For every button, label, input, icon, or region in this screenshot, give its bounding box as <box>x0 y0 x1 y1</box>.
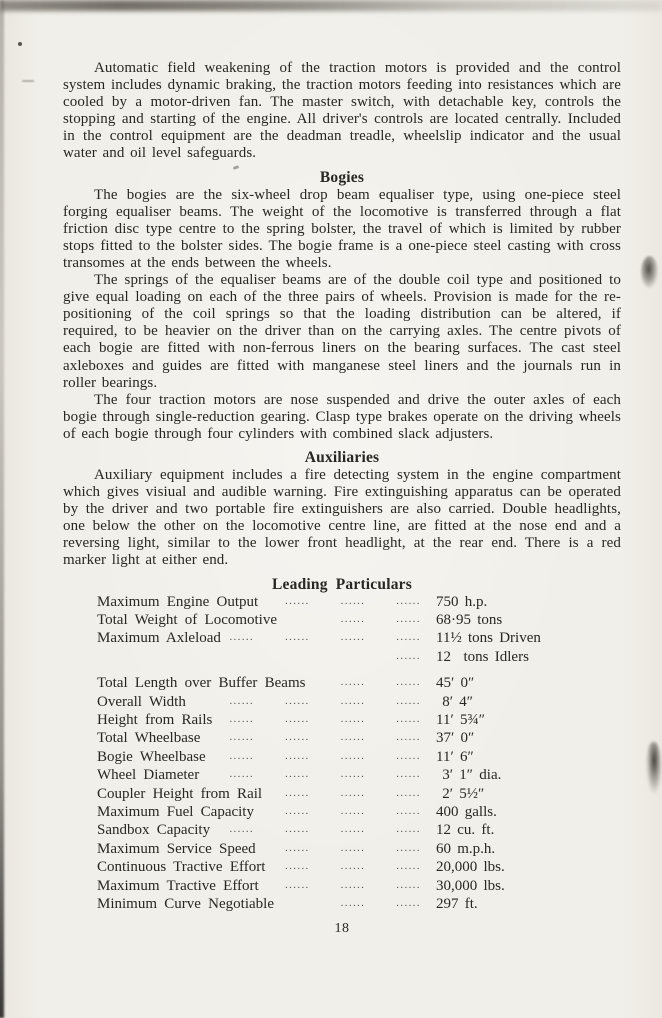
spec-label: Total Length over Buffer Beams <box>97 675 306 692</box>
table-row <box>97 712 621 730</box>
dot-leaders <box>199 769 436 785</box>
table-row <box>97 822 621 840</box>
dot-leader-group: ...... <box>285 842 310 854</box>
dot-leader-group: ...... <box>340 750 366 762</box>
dot-leader-group: ...... <box>396 732 421 744</box>
dot-leaders <box>258 596 436 612</box>
table-row <box>97 749 621 767</box>
spec-value: 11′ 5¾″ <box>436 711 485 728</box>
dot-leader-group: ...... <box>229 750 255 762</box>
dot-leader-group: ...... <box>340 861 366 873</box>
spec-value: 12 cu. ft. <box>436 822 495 839</box>
paragraph: The bogies are the six-wheel drop beam equaliser type, using one-piece steel forging equaliser beams. The weight of the locomotive is transferred through a flat friction disc type centre to the spring bolster, the travel of which is limited by rubber stops fitted to the bolster sides. The bogie frame is a one-piece steel casting with cross transomes at the ends between the wheels. <box>63 186 621 271</box>
dot-leaders <box>186 696 436 712</box>
dot-leader-group: ...... <box>285 695 310 707</box>
spec-label: Sandbox Capacity <box>97 822 211 839</box>
dot-leader-group: ...... <box>396 787 421 799</box>
table-row <box>97 878 621 896</box>
dot-leader-group: ...... <box>229 732 255 744</box>
dot-leader-group: ...... <box>229 695 255 707</box>
dot-leader-group: ...... <box>229 769 255 781</box>
dot-leaders <box>274 898 436 914</box>
spec-value: 37′ 0″ <box>436 730 475 747</box>
scan-shadow-left-edge <box>0 0 4 1018</box>
dot-leader-group: ...... <box>340 595 366 607</box>
dot-leader-group: ...... <box>396 713 421 725</box>
dot-leaders <box>254 806 436 822</box>
spec-label: Bogie Wheelbase <box>97 748 206 765</box>
leading-particulars-table <box>97 594 621 915</box>
spec-value: 297 ft. <box>436 896 478 913</box>
dot-leader-group: ...... <box>285 595 310 607</box>
paper-speck <box>22 80 34 82</box>
spec-value: 12 tons Idlers <box>436 648 529 665</box>
dot-leader-group: ...... <box>396 650 421 662</box>
section-heading-leading-particulars: Leading Particulars <box>272 575 412 593</box>
spec-label: Continuous Tractive Effort <box>97 859 266 876</box>
dot-leader-group: ...... <box>229 824 255 836</box>
dot-leader-group: ...... <box>340 879 366 891</box>
spec-value: 20,000 lbs. <box>436 859 505 876</box>
dot-leaders <box>277 614 436 630</box>
section-heading-auxiliaries: Auxiliaries <box>304 448 380 466</box>
dot-leader-group: ...... <box>340 613 366 625</box>
spec-value: 30,000 lbs. <box>436 877 505 894</box>
dot-leader-group: ...... <box>396 595 421 607</box>
table-row <box>97 675 621 693</box>
dot-leaders <box>221 632 436 648</box>
spec-value: 2′ 5½″ <box>436 785 485 802</box>
dot-leader-group: ...... <box>285 632 310 644</box>
dot-leader-group: ...... <box>340 898 366 910</box>
dot-leader-group: ...... <box>340 677 366 689</box>
dot-leader-group: ...... <box>396 842 421 854</box>
spec-label: Total Wheelbase <box>97 730 201 747</box>
dot-leader-group: ...... <box>285 824 310 836</box>
spec-label: Overall Width <box>97 693 186 710</box>
dot-leader-group: ...... <box>396 613 421 625</box>
section-heading-bogies: Bogies <box>319 168 365 186</box>
dot-leader-group: ...... <box>396 861 421 873</box>
dot-leader-group: ...... <box>396 806 421 817</box>
spec-value: 3′ 1″ dia. <box>436 767 502 784</box>
dot-leader-group: ...... <box>340 842 366 854</box>
spec-label: Maximum Fuel Capacity <box>97 804 254 820</box>
paper-speck <box>18 42 22 46</box>
ink-smudge <box>641 256 658 288</box>
scan-shadow-top <box>0 0 662 11</box>
spec-label: Coupler Height from Rail <box>97 785 263 802</box>
table-row <box>97 786 621 804</box>
dot-leader-group: ...... <box>396 879 421 891</box>
table-row <box>97 630 621 648</box>
dot-leader-group: ...... <box>340 787 366 799</box>
dot-leader-group: ...... <box>396 750 421 762</box>
dot-leader-group: ...... <box>396 898 421 910</box>
table-row <box>97 649 621 667</box>
dot-leader-group: ...... <box>340 632 366 644</box>
dot-leader-group: ...... <box>340 713 366 725</box>
dot-leaders <box>206 751 436 767</box>
spec-label: Wheel Diameter <box>97 767 200 784</box>
table-row <box>97 841 621 859</box>
dot-leaders <box>97 651 436 667</box>
spec-label: Maximum Axleload <box>97 630 221 647</box>
dot-leader-group: ...... <box>285 787 310 799</box>
dot-leader-group: ...... <box>285 879 310 891</box>
table-row <box>97 896 621 914</box>
text-column <box>63 60 621 937</box>
dot-leader-group: ...... <box>340 732 366 744</box>
spec-label: Minimum Curve Negotiable <box>97 896 274 913</box>
paragraph: The springs of the equaliser beams are of the double coil type and positioned to give equal loading on each of the three pairs of wheels. Provision is made for the re-positioning of the coil springs so that the loading distribution can be altered, if required, to be heavier on the driver than on the carrying axles. The centre pivots of each bogie are fitted with non-ferrous liners on the bearing surfaces. The cast steel axleboxes and guides are fitted with manganese steel liners and the journals run in roller bearings. <box>63 272 621 391</box>
dot-leader-group: ...... <box>229 713 255 725</box>
dot-leader-group: ...... <box>285 861 310 873</box>
spec-label: Maximum Engine Output <box>97 593 259 610</box>
dot-leader-group: ...... <box>285 732 310 744</box>
spec-value: 750 h.p. <box>436 593 488 610</box>
dot-leaders <box>265 861 436 877</box>
dot-leader-group: ...... <box>340 695 366 707</box>
spec-value: 68·95 tons <box>436 611 503 628</box>
ink-smudge <box>646 742 661 794</box>
dot-leader-group: ...... <box>229 632 255 644</box>
dot-leader-group: ...... <box>340 824 366 836</box>
dot-leader-group: ...... <box>285 769 310 781</box>
dot-leaders <box>256 843 436 859</box>
dot-leader-group: ...... <box>396 824 421 836</box>
dot-leader-group: ...... <box>340 806 366 817</box>
spec-label: Height from Rails <box>97 711 213 728</box>
spec-label: Maximum Tractive Effort <box>97 877 259 894</box>
spec-label: Total Weight of Locomotive <box>97 611 278 628</box>
spec-value: 60 m.p.h. <box>436 840 496 857</box>
paragraph: The four traction motors are nose suspended and drive the outer axles of each bogie through single-reduction gearing. Clasp type brakes operate on the driving wheels of each bogie through four cylinders with combined slack adjusters. <box>63 391 621 442</box>
spec-value: 11½ tons Driven <box>436 630 541 647</box>
dot-leader-group: ...... <box>396 695 421 707</box>
table-row <box>97 694 621 712</box>
dot-leaders <box>210 824 436 840</box>
dot-leader-group: ...... <box>396 677 421 689</box>
spec-label: Maximum Service Speed <box>97 840 256 857</box>
dot-leaders <box>259 880 436 896</box>
spec-value: 11′ 6″ <box>436 748 474 765</box>
dot-leader-group: ...... <box>285 750 310 762</box>
page-number: 18 <box>334 921 350 937</box>
table-row <box>97 730 621 748</box>
spec-value: 400 galls. <box>436 804 497 820</box>
paragraph: Auxiliary equipment includes a fire detecting system in the engine compartment which gives visiual and audible warning. Fire extinguishing apparatus can be operated by the driver and two portable fire extinguishers are also carried. Double headlights, one below the other on the locomotive centre line, are fitted at the nose end and a reversing light, similar to the lower front headlight, at the rear end. There is a red marker light at either end. <box>63 466 621 569</box>
dot-leaders <box>200 732 436 748</box>
table-row <box>97 594 621 612</box>
table-row <box>97 859 621 877</box>
table-row <box>97 612 621 630</box>
spec-value: 8′ 4″ <box>436 693 474 710</box>
dot-leaders <box>262 788 436 804</box>
dot-leaders <box>305 677 436 693</box>
dot-leader-group: ...... <box>285 806 310 817</box>
table-row <box>97 767 621 785</box>
dot-leader-group: ...... <box>396 769 421 781</box>
table-row <box>97 804 621 822</box>
paragraph-intro: Automatic field weakening of the traction motors is provided and the control system includes dynamic braking, the traction motors feeding into resistances which are cooled by a motor-driven fan. The master switch, with detachable key, controls the stopping and starting of the engine. All driver's controls are located centrally. Included in the control equipment are the deadman treadle, wheelslip indicator and the usual water and oil level safeguards. <box>63 60 621 162</box>
dot-leader-group: ...... <box>396 632 421 644</box>
spec-value: 45′ 0″ <box>436 675 475 692</box>
dot-leader-group: ...... <box>340 769 366 781</box>
dot-leader-group: ...... <box>285 713 310 725</box>
dot-leaders <box>212 714 436 730</box>
